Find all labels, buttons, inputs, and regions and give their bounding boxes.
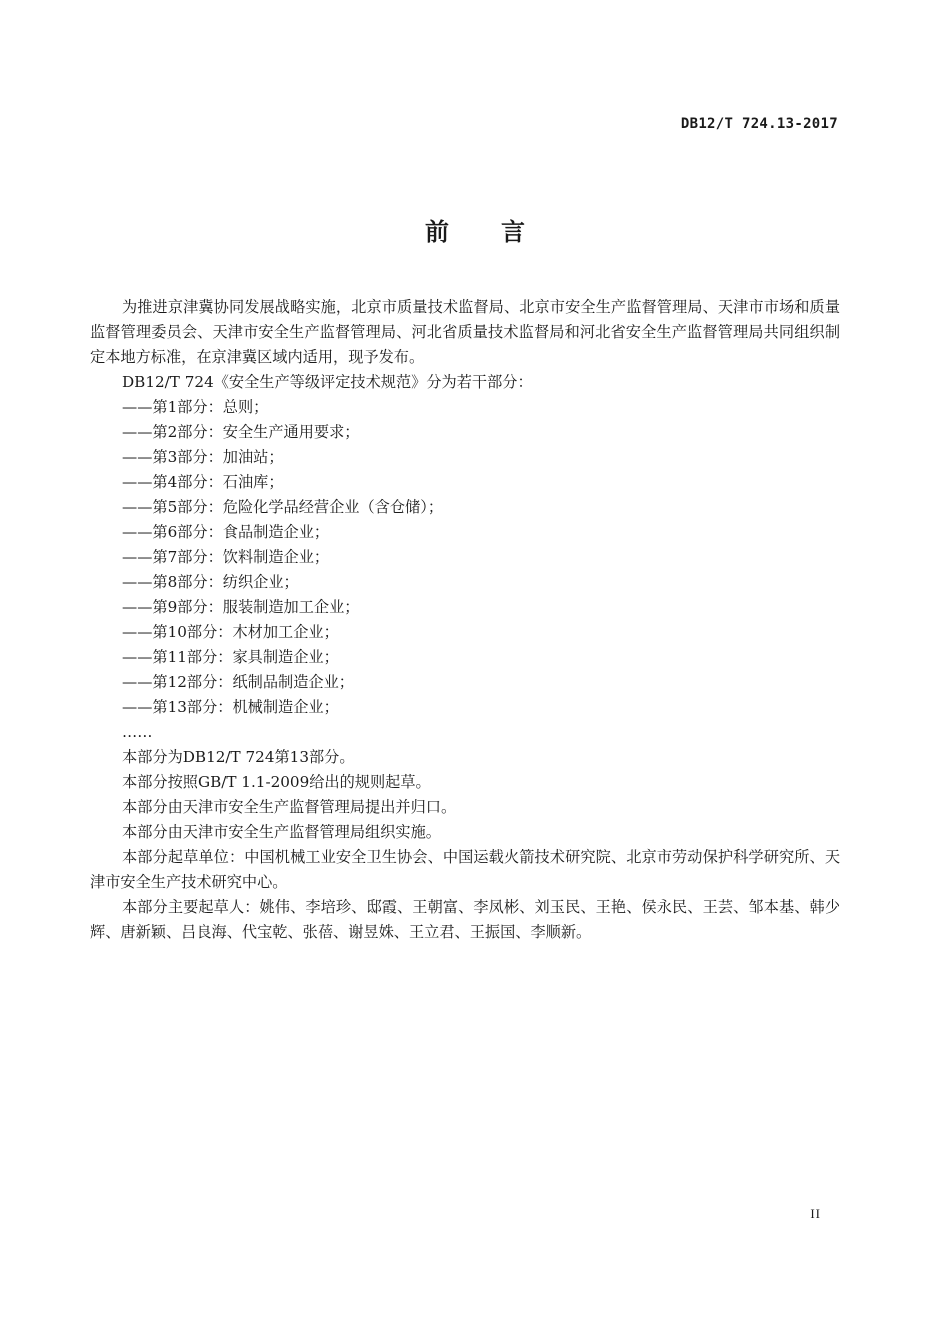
note-paragraph: 本部分由天津市安全生产监督管理局组织实施。	[122, 823, 441, 841]
part-list-item: ——第13部分：机械制造企业；	[122, 698, 339, 716]
part-list-ellipsis: ……	[122, 723, 153, 741]
note-paragraph: 本部分由天津市安全生产监督管理局提出并归口。	[122, 798, 457, 816]
part-list-item: ——第6部分：食品制造企业；	[122, 523, 330, 541]
part-list-item: ——第1部分：总则；	[122, 398, 269, 416]
drafting-units: 本部分起草单位：中国机械工业安全卫生协会、中国运载火箭技术研究院、北京市劳动保护科学研究所、天津市安全生产技术研究中心。	[90, 848, 840, 891]
note-paragraph: 本部分按照GB/T 1.1-2009给出的规则起草。	[122, 773, 431, 791]
part-list-item: ——第10部分：木材加工企业；	[122, 623, 339, 641]
part-list-item: ——第11部分：家具制造企业；	[122, 648, 339, 666]
note-paragraph: 本部分为DB12/T 724第13部分。	[122, 748, 355, 766]
part-list-item: ——第2部分：安全生产通用要求；	[122, 423, 360, 441]
part-list-item: ——第5部分：危险化学品经营企业（含仓储）；	[122, 498, 444, 516]
parts-intro: DB12/T 724《安全生产等级评定技术规范》分为若干部分：	[122, 373, 533, 391]
page-number: II	[810, 1206, 821, 1221]
part-list-item: ——第12部分：纸制品制造企业；	[122, 673, 354, 691]
drafters: 本部分主要起草人：姚伟、李培珍、邸霞、王朝富、李凤彬、刘玉民、王艳、侯永民、王芸、邹本基、韩少辉、唐新颖、吕良海、代宝乾、张蓓、谢昱姝、王立君、王振国、李顺新。	[90, 898, 840, 941]
part-list-item: ——第9部分：服装制造加工企业；	[122, 598, 360, 616]
page-title: 前言	[425, 217, 577, 246]
part-list-item: ——第7部分：饮料制造企业；	[122, 548, 330, 566]
document-code: DB12/T 724.13-2017	[680, 116, 838, 132]
part-list-item: ——第8部分：纺织企业；	[122, 573, 299, 591]
document-body	[90, 295, 840, 945]
intro-paragraph: 为推进京津冀协同发展战略实施，北京市质量技术监督局、北京市安全生产监督管理局、天津市市场和质量监督管理委员会、天津市安全生产监督管理局、河北省质量技术监督局和河北省安全生产监督管理局共同组织制定本地方标准，在京津冀区域内适用，现予发布。	[90, 298, 840, 366]
part-list-item: ——第3部分：加油站；	[122, 448, 284, 466]
part-list-item: ——第4部分：石油库；	[122, 473, 284, 491]
